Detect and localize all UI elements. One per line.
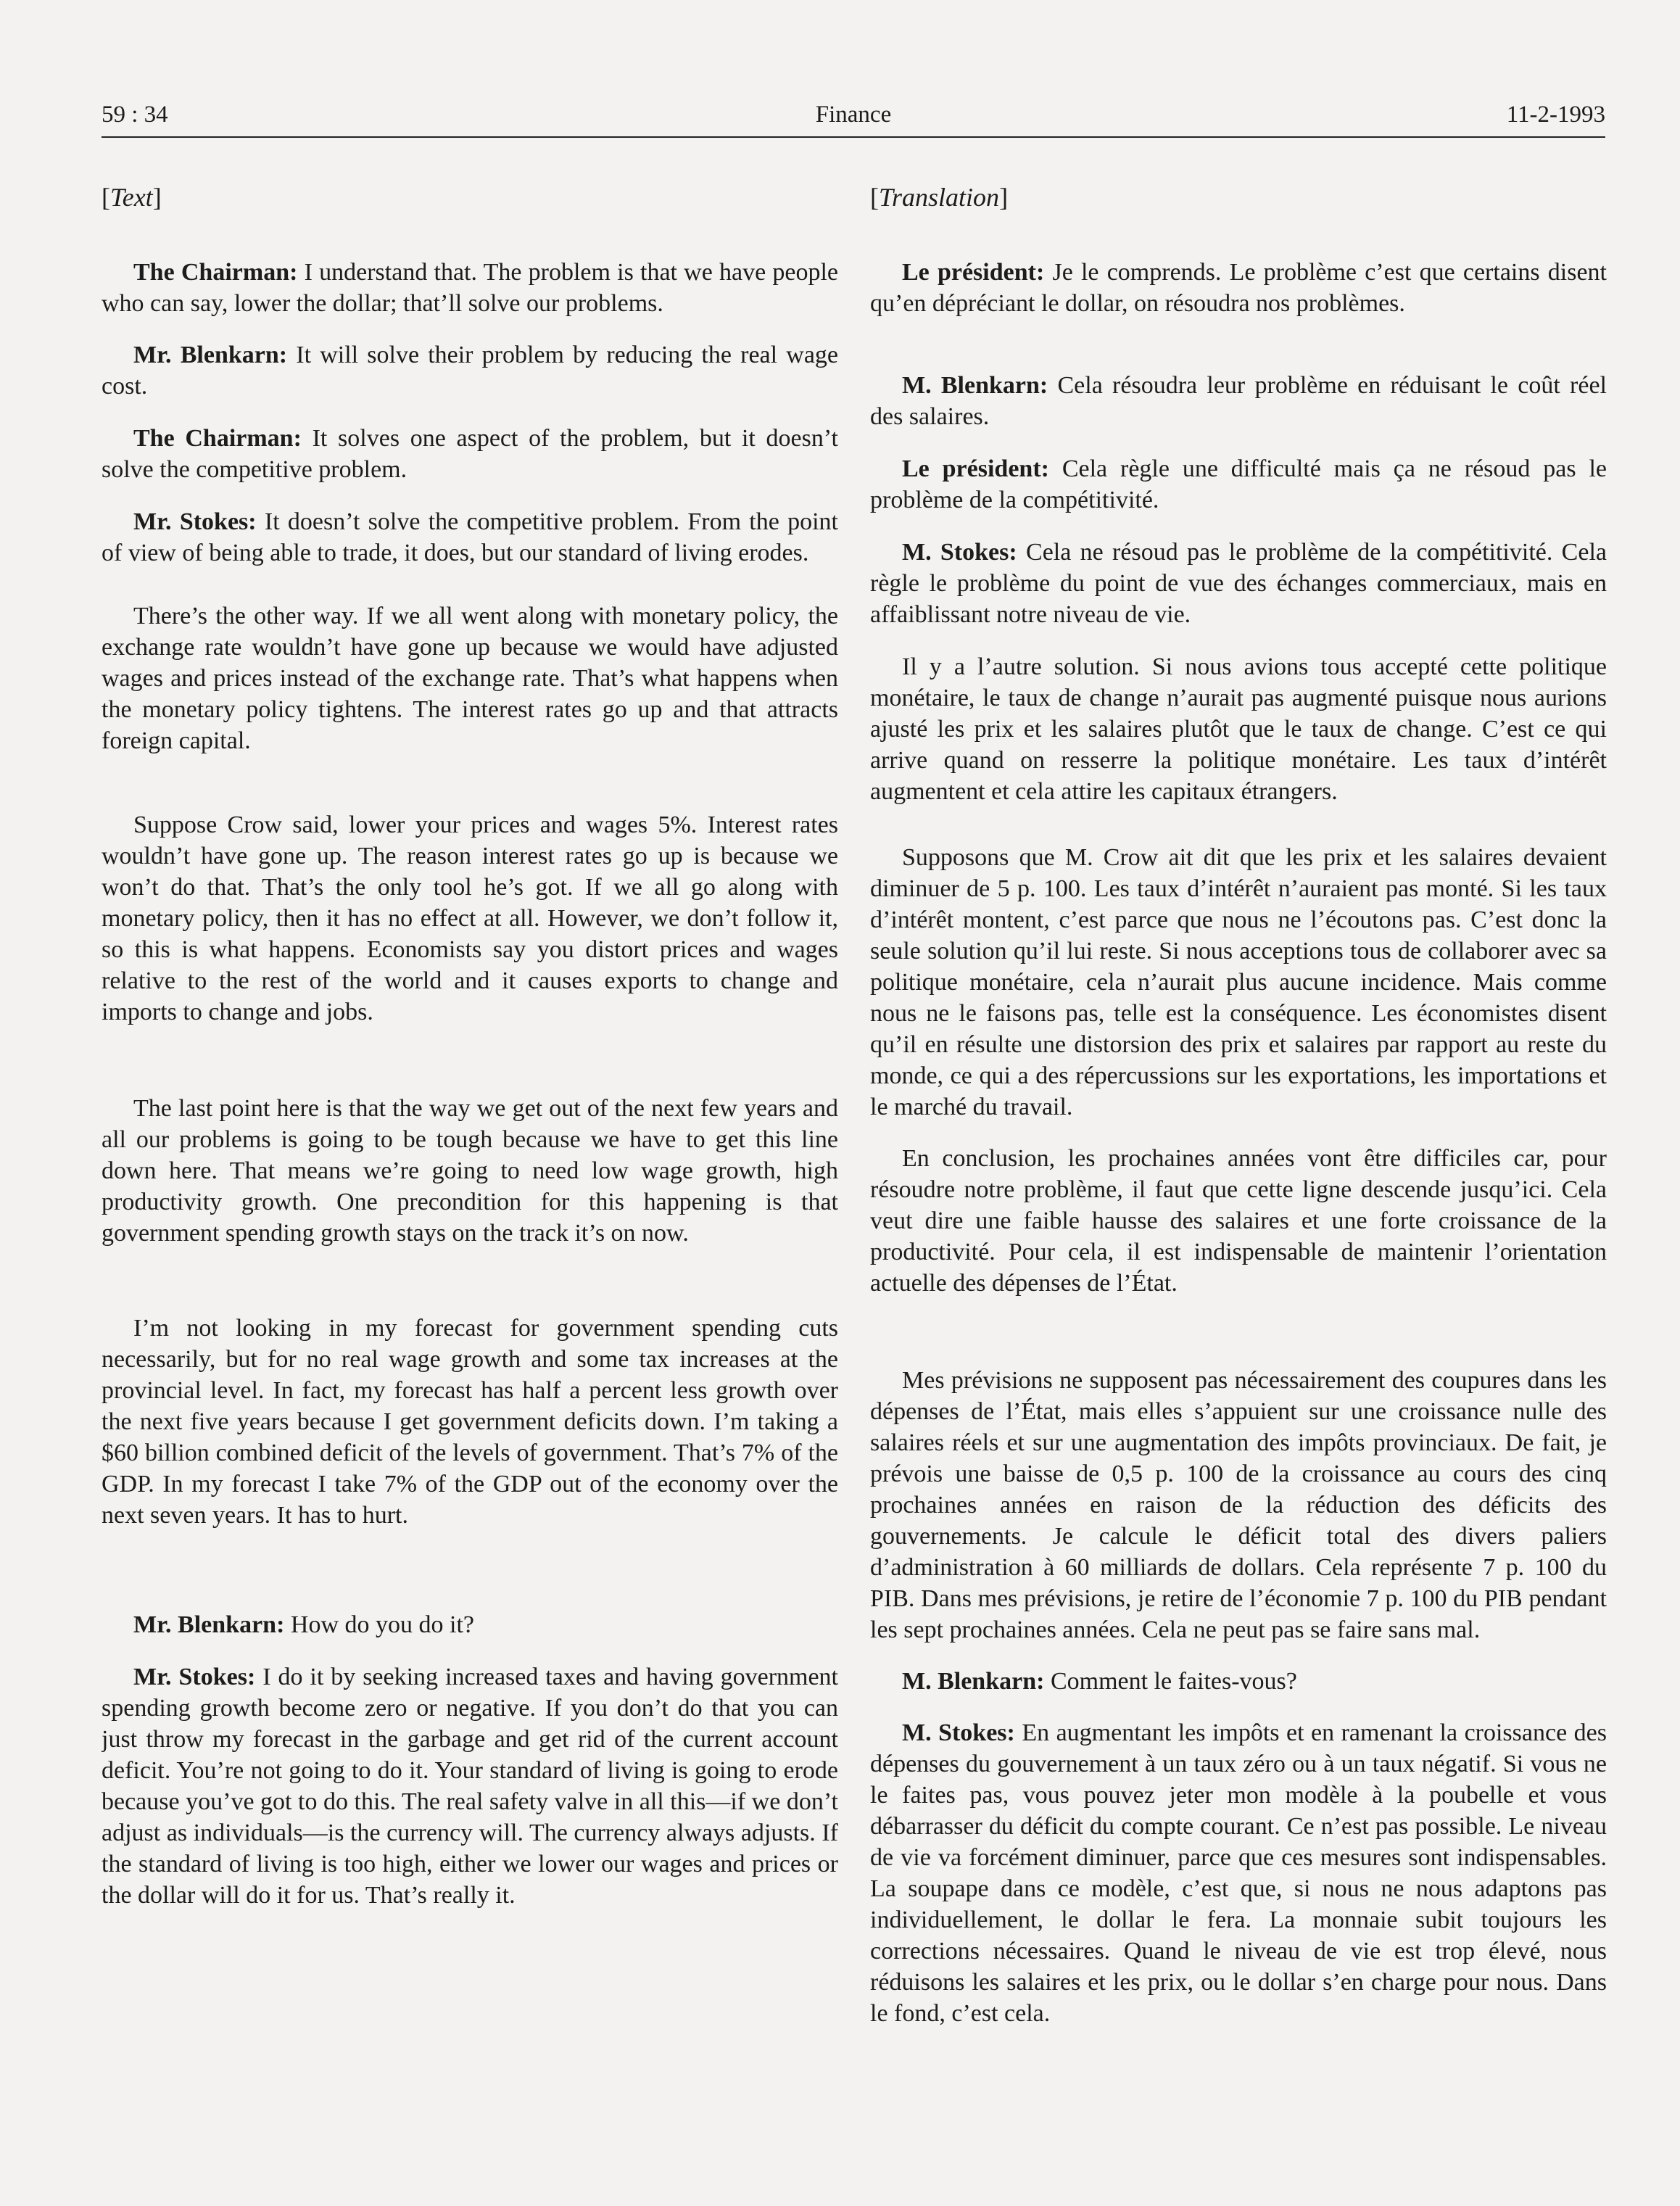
speaker-name: Mr. Blenkarn:	[133, 342, 288, 368]
header-title: Finance	[815, 102, 892, 128]
paragraph: The Chairman: I understand that. The problem is that we have people who can say, lower the dollar; that’ll solve our problems.	[102, 259, 838, 317]
paragraph: Le président: Je le comprends. Le problème c’est que certains disent qu’en dépréciant le dollar, on résoudra nos problèmes.	[870, 259, 1607, 317]
paragraph: Mr. Blenkarn: How do you do it?	[133, 1611, 475, 1638]
paragraph: There’s the other way. If we all went along with monetary policy, the exchange rate wouldn’t have gone up because we would have adjusted wages and prices instead of the exchange rate. That’s what happens when the monetary policy tightens. The interest rates go up and that attracts foreign capital.	[102, 603, 838, 754]
speaker-name: Mr. Stokes:	[133, 1664, 256, 1690]
speaker-name: The Chairman:	[133, 259, 298, 286]
paragraph: Mr. Stokes: I do it by seeking increased taxes and having government spending growth become zero or negative. If you don’t do that you can just throw my forecast in the garbage and get rid of the current account deficit. You’re not going to do it. Your standard of living is going to erode because you’ve got to do this. The real safety valve in all this—if we don’t adjust as individuals—is the currency will. The currency always adjusts. If the standard of living is too high, either we lower our wages and prices or the dollar will do it for us. That’s really it.	[102, 1664, 838, 1909]
paragraph: M. Stokes: En augmentant les impôts et en ramenant la croissance des dépenses du gouvernement à un taux zéro ou à un taux négatif. Si vous ne le faites pas, vous pouvez jeter mon modèle à la poubelle et vous débarrasser du déficit du compte courant. Ce n’est pas possible. Le niveau de vie va forcément diminuer, parce que ces mesures sont indispensables. La soupape dans ce modèle, c’est que, si nous ne nous adaptons pas individuellement, le dollar le fera. La monnaie subit toujours les corrections nécessaires. Quand le niveau de vie est trop élevé, nous réduisons les salaires et les prix, ou le dollar s’en charge pour nous. Dans le fond, c’est cela.	[870, 1719, 1607, 2027]
paragraph: I’m not looking in my forecast for government spending cuts necessarily, but for no real wage growth and some tax increases at the provincial level. In fact, my forecast has half a percent less growth over the next five years because I get government deficits down. I’m taking a $60 billion combined deficit of the levels of government. That’s 7% of the GDP. In my forecast I take 7% of the GDP out of the economy over the next seven years. It has to hurt.	[102, 1315, 838, 1529]
paragraph: Suppose Crow said, lower your prices and wages 5%. Interest rates wouldn’t have gone up. The reason interest rates go up is because we won’t do that. That’s the only tool he’s got. If we all go along with monetary policy, then it has no effect at all. However, we don’t follow it, so this is what happens. Economists say you distort prices and wages relative to the rest of the world and it causes exports to change and imports to change and jobs.	[102, 811, 838, 1025]
speaker-name: M. Stokes:	[902, 1719, 1015, 1746]
paragraph: En conclusion, les prochaines années vont être difficiles car, pour résoudre notre problème, il faut que cette ligne descende jusqu’ici. Cela veut dire une faible hausse des salaires et une forte croissance de la productivité. Pour cela, il est indispensable de maintenir l’orientation actuelle des dépenses de l’État.	[870, 1145, 1607, 1297]
page-number: 59 : 34	[102, 102, 168, 128]
speaker-name: The Chairman:	[133, 425, 302, 452]
column-label-translation: [Translation]	[870, 183, 1009, 212]
paragraph: M. Stokes: Cela ne résoud pas le problème de la compétitivité. Cela règle le problème du point de vue des échanges commerciaux, mais en affaiblissant notre niveau de vie.	[870, 539, 1607, 628]
running-header	[102, 96, 1605, 138]
speaker-name: Mr. Stokes:	[133, 508, 257, 535]
speaker-name: Mr. Blenkarn:	[133, 1611, 285, 1638]
paragraph: Supposons que M. Crow ait dit que les prix et les salaires devaient diminuer de 5 p. 100. Les taux d’intérêt n’auraient pas monté. Si les taux d’intérêt montent, c’est parce que nous ne l’écoutons pas. C’est donc la seule solution qu’il lui reste. Si nous acceptions tous de collaborer avec sa politique monétaire, cela n’aurait plus aucune incidence. Mais comme nous ne le faisons pas, telle est la conséquence. Les économistes disent qu’il en résulte une distorsion des prix et salaires par rapport au reste du monde, ce qui a des répercussions sur les exportations, les importations et le marché du travail.	[870, 844, 1607, 1120]
paragraph: The last point here is that the way we get out of the next few years and all our problems is going to be tough because we have to get this line down here. That means we’re going to need low wage growth, high productivity growth. One precondition for this happening is that government spending growth stays on the track it’s on now.	[102, 1095, 838, 1247]
paragraph: Il y a l’autre solution. Si nous avions tous accepté cette politique monétaire, le taux de change n’aurait pas augmenté puisque nous aurions ajusté les prix et les salaires plutôt que le taux de change. C’est ce qui arrive quand on resserre la politique monétaire. Les taux d’intérêt augmentent et cela attire les capitaux étrangers.	[870, 653, 1607, 805]
paragraph: M. Blenkarn: Comment le faites-vous?	[902, 1668, 1297, 1695]
paragraph: Le président: Cela règle une difficulté mais ça ne résoud pas le problème de la compétitivité.	[870, 455, 1607, 513]
paragraph: Mr. Stokes: It doesn’t solve the competitive problem. From the point of view of being able to trade, it does, but our standard of living erodes.	[102, 508, 838, 566]
english-column	[102, 180, 838, 2181]
speaker-name: M. Stokes:	[902, 539, 1017, 566]
paragraph: Mr. Blenkarn: It will solve their problem by reducing the real wage cost.	[102, 342, 838, 400]
speaker-name: Le président:	[902, 259, 1045, 286]
speaker-name: Le président:	[902, 455, 1049, 482]
speaker-name: M. Blenkarn:	[902, 1668, 1045, 1695]
speaker-name: M. Blenkarn:	[902, 372, 1048, 399]
column-label-text: [Text]	[102, 183, 162, 212]
paragraph: The Chairman: It solves one aspect of the problem, but it doesn’t solve the competitive problem.	[102, 425, 838, 483]
french-column	[870, 180, 1607, 2181]
header-date: 11-2-1993	[1506, 102, 1605, 128]
paragraph: M. Blenkarn: Cela résoudra leur problème en réduisant le coût réel des salaires.	[870, 372, 1607, 430]
paragraph: Mes prévisions ne supposent pas nécessairement des coupures dans les dépenses de l’État, mais elles s’appuient sur une croissance nulle des salaires réels et sur une augmentation des impôts provinciaux. De fait, je prévois une baisse de 0,5 p. 100 de la croissance au cours des cinq prochaines années en raison de la réduction des déficits des gouvernements. Je calcule le déficit total des divers paliers d’administration à 60 milliards de dollars. Cela représente 7 p. 100 du PIB. Dans mes prévisions, je retire de l’économie 7 p. 100 du PIB pendant les sept prochaines années. Cela ne peut pas se faire sans mal.	[870, 1367, 1607, 1643]
